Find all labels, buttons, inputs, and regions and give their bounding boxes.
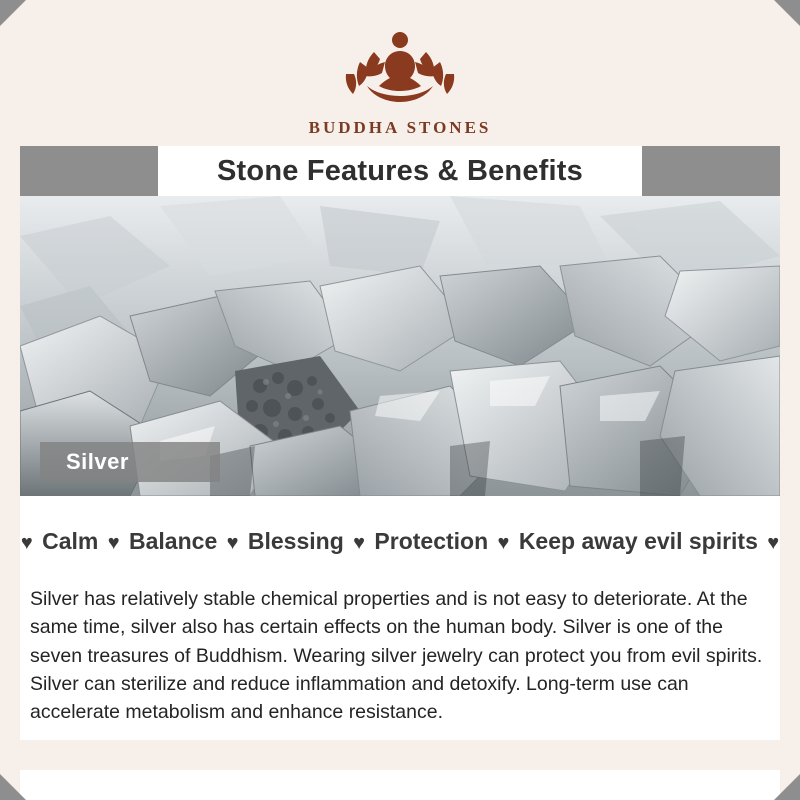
brand-name: BUDDHA STONES (308, 118, 492, 137)
corner-top-left (0, 0, 26, 26)
corner-bottom-right (774, 774, 800, 800)
stone-name-text: Silver (66, 449, 129, 474)
lotus-meditation-figure-icon (330, 18, 470, 114)
benefit-item-4: Keep away evil spirits (518, 528, 758, 554)
heart-icon: ♥ (20, 532, 33, 554)
page-title: Stone Features & Benefits (217, 154, 583, 187)
benefits-row (0, 528, 800, 555)
title-banner (158, 146, 642, 196)
bottom-band-inner (20, 770, 780, 800)
description-text: Silver has relatively stable chemical properties and is not easy to deteriorate. At the same time, silver also has certain effects on the human body. Silver is one of the seven treasures of Buddhism. Wearing silver jewelry can protect you from evil spirits. Silver can sterilize and reduce inflammation and detoxify. Long-term use can accelerate metabolism and enhance resistance. (30, 588, 763, 724)
heart-icon: ♥ (107, 532, 120, 554)
benefit-item-0: Calm (42, 528, 99, 554)
corner-top-right (774, 0, 800, 26)
benefit-item-1: Balance (129, 528, 218, 554)
stone-name-label (40, 442, 220, 482)
heart-icon: ♥ (767, 532, 780, 554)
brand-header (0, 18, 800, 138)
corner-bottom-left (0, 774, 26, 800)
stone-photo (20, 196, 780, 496)
benefit-item-2: Blessing (247, 528, 344, 554)
heart-icon: ♥ (226, 532, 239, 554)
bottom-band (0, 740, 800, 800)
heart-icon: ♥ (497, 532, 510, 554)
benefit-item-3: Protection (374, 528, 489, 554)
heart-icon: ♥ (353, 532, 366, 554)
